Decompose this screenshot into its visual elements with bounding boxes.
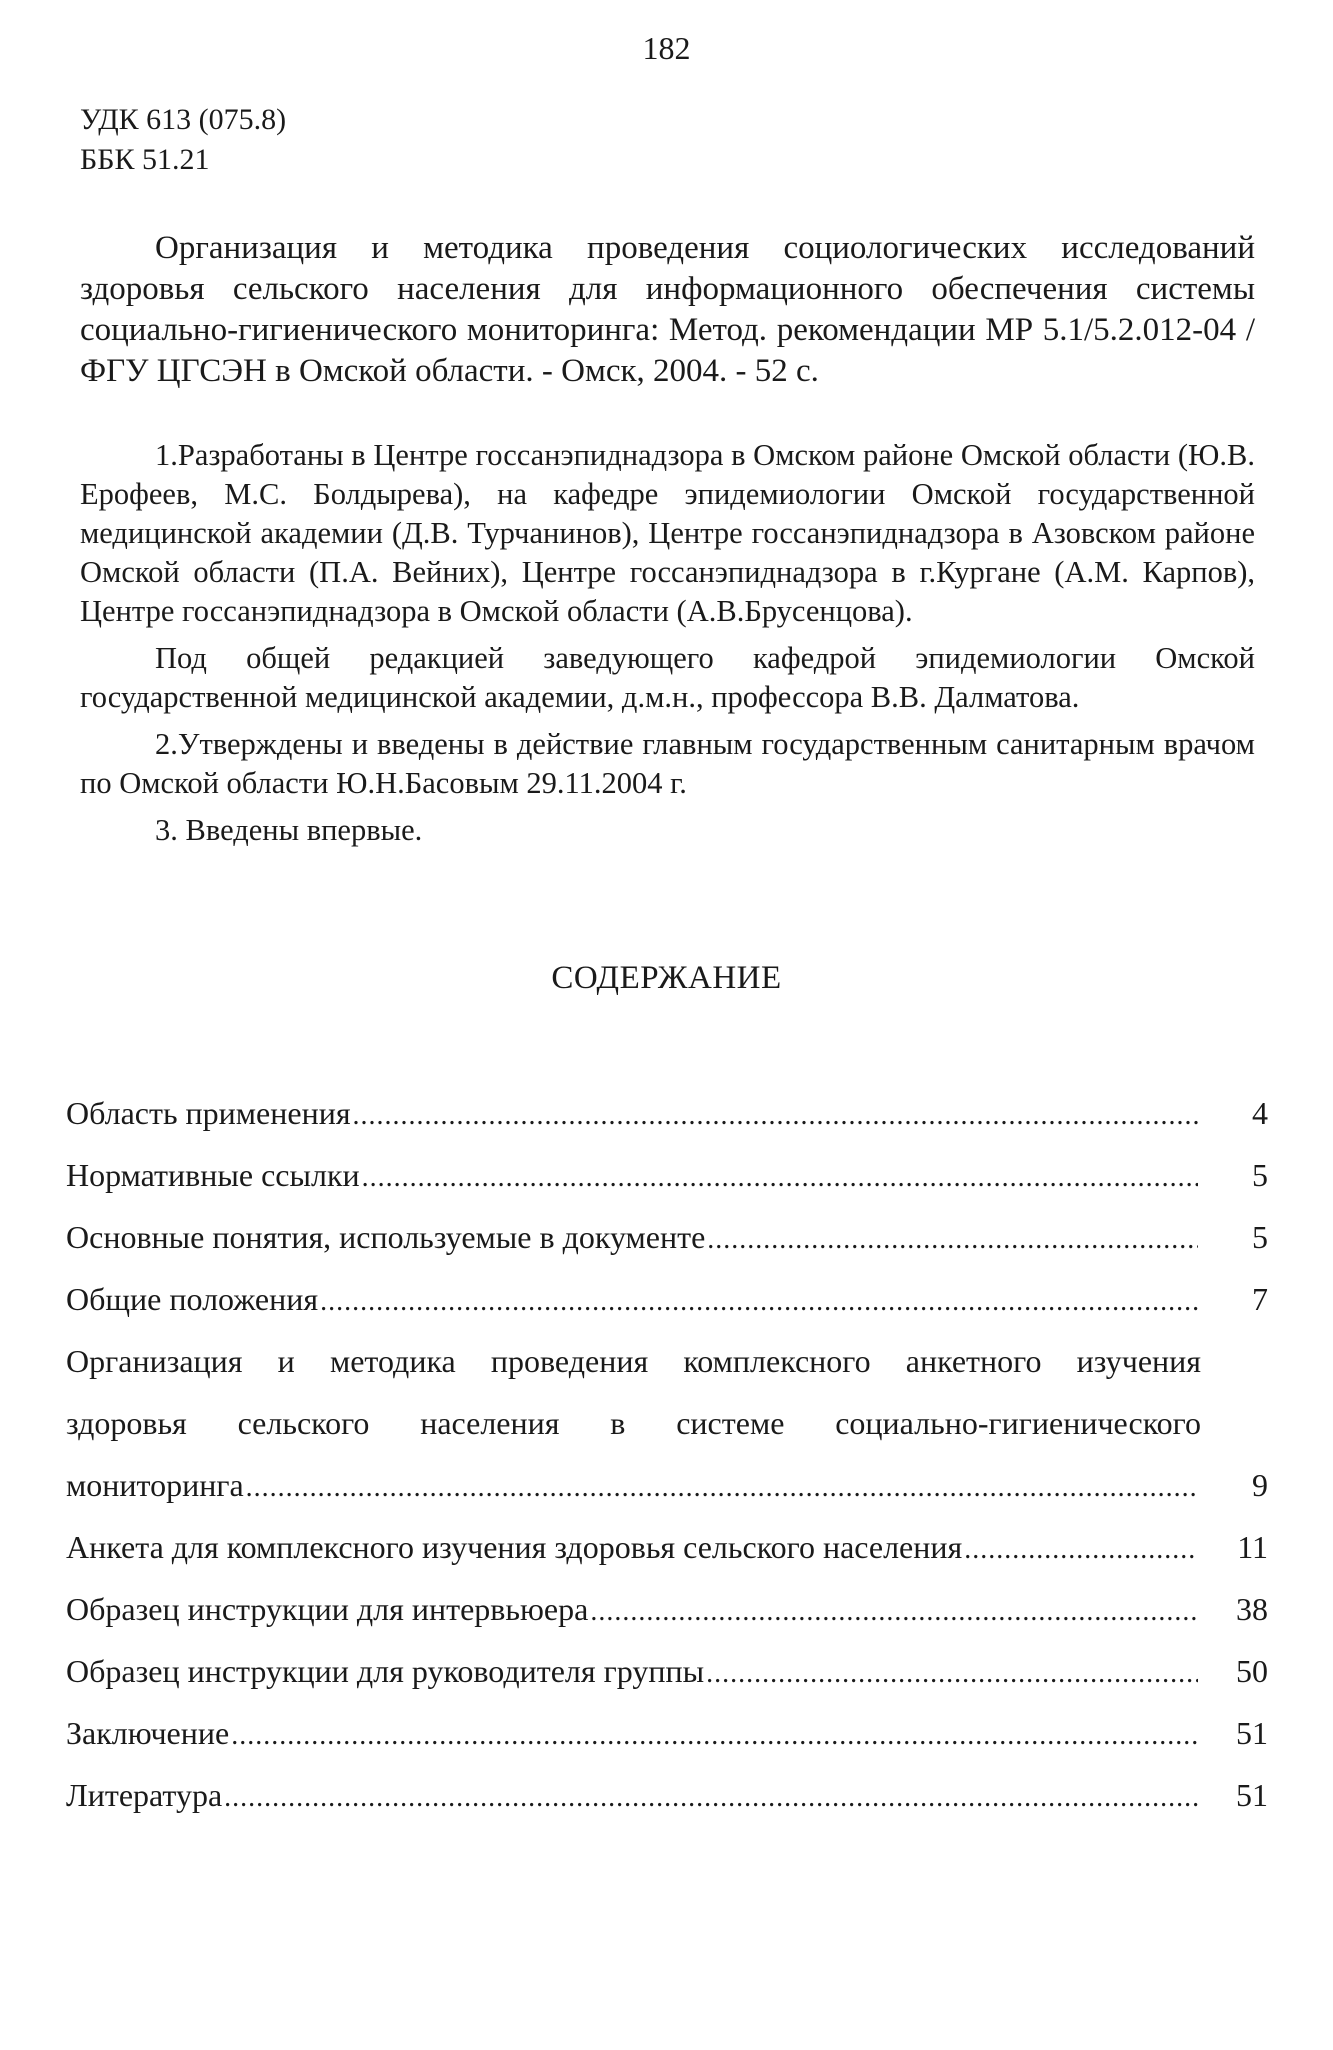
- toc-entry-page: 5: [1252, 1219, 1268, 1255]
- toc-leader-dots: [362, 1147, 1198, 1209]
- toc-entry-page: 51: [1236, 1777, 1268, 1813]
- toc-leader-dots: [246, 1457, 1198, 1519]
- toc-entry[interactable]: [66, 1516, 1268, 1578]
- toc-leader-dots: [224, 1767, 1198, 1829]
- toc-entry-page: 9: [1252, 1467, 1268, 1503]
- toc-entry[interactable]: [66, 1764, 1268, 1826]
- toc-entry-title: Образец инструкции для руководителя группы: [66, 1640, 704, 1702]
- toc-entry-page: 4: [1252, 1095, 1268, 1131]
- toc-entry-title: Нормативные ссылки: [66, 1144, 360, 1206]
- toc-leader-dots: [707, 1209, 1198, 1271]
- page-number: 182: [642, 30, 691, 66]
- toc-entry[interactable]: [66, 1268, 1268, 1330]
- credits-approved: 2.Утверждены и введены в действие главным государственным санитарным врачом по Омской области Ю.Н.Басовым 29.11.2004 г.: [80, 727, 1255, 800]
- toc-entry-title: Общие положения: [66, 1268, 318, 1330]
- toc-leader-dots: [706, 1643, 1198, 1705]
- credits-edited-by: Под общей редакцией заведующего кафедрой эпидемиологии Омской государственной медицинской академии, д.м.н., профессора В.В. Далматова.: [80, 641, 1255, 714]
- toc-entry-title: Анкета для комплексного изучения здоровья сельского населения: [66, 1516, 962, 1578]
- toc-entry-title: Основные понятия, используемые в документе: [66, 1206, 705, 1268]
- toc-entry-title: Область применения: [66, 1082, 351, 1144]
- table-of-contents: [66, 1082, 1268, 1826]
- toc-entry-page: 5: [1252, 1157, 1268, 1193]
- toc-leader-dots: [231, 1705, 1198, 1767]
- udk-code: УДК 613 (075.8): [80, 103, 287, 136]
- toc-entry-title-line: мониторинга: [66, 1454, 244, 1516]
- toc-entry-page: 38: [1236, 1591, 1268, 1627]
- contents-heading: СОДЕРЖАНИЕ: [551, 960, 782, 996]
- credits-first-edition: 3. Введены впервые.: [155, 813, 423, 847]
- bbk-code: ББК 51.21: [80, 143, 210, 176]
- toc-entry-page: 11: [1237, 1529, 1268, 1565]
- toc-entry[interactable]: [66, 1144, 1268, 1206]
- toc-leader-dots: [590, 1581, 1198, 1643]
- toc-entry[interactable]: [66, 1206, 1268, 1268]
- bibliographic-description: [80, 228, 1255, 392]
- credits-developed-by: 1.Разработаны в Центре госсанэпиднадзора в Омском районе Омской области (Ю.В. Ерофеев, М.С. Болдырева), на кафедре эпидемиологии Омской государственной медицинской академии (Д.В. Турчанинов), Центре госсанэпиднадзора в Азовском районе Омской области (П.А. Вейних), Центре госсанэпиднадзора в г.Кургане (А.М. Карпов), Центре госсанэпиднадзора в Омской области (А.В.Брусенцова).: [80, 438, 1255, 628]
- toc-entry-title: Заключение: [66, 1702, 229, 1764]
- bibliographic-text: Организация и методика проведения социологических исследований здоровья сельского населения для информационного обеспечения системы социально-гигиенического мониторинга: Метод. рекомендации МР 5.1/5.2.012-04 /ФГУ ЦГСЭН в Омской области. - Омск, 2004. - 52 с.: [80, 230, 1255, 389]
- toc-entry[interactable]: [66, 1578, 1268, 1640]
- toc-leader-dots: [353, 1085, 1198, 1147]
- toc-leader-dots: [964, 1519, 1198, 1581]
- toc-entry-title-line: здоровья сельского населения в системе социально-гигиенического: [66, 1405, 1201, 1441]
- toc-entry-title-line: Организация и методика проведения комплексного анкетного изучения: [66, 1343, 1201, 1379]
- toc-entry[interactable]: [66, 1640, 1268, 1702]
- toc-entry[interactable]: [66, 1330, 1268, 1516]
- toc-entry[interactable]: [66, 1082, 1268, 1144]
- toc-entry-title: Литература: [66, 1764, 222, 1826]
- toc-entry-page: 51: [1236, 1715, 1268, 1751]
- toc-entry-last-line: [66, 1454, 1268, 1516]
- toc-entry[interactable]: [66, 1702, 1268, 1764]
- toc-entry-page: 7: [1252, 1281, 1268, 1317]
- credits-section: [80, 436, 1255, 858]
- toc-leader-dots: [320, 1271, 1198, 1333]
- classification-codes: [80, 100, 286, 180]
- toc-entry-page: 50: [1236, 1653, 1268, 1689]
- toc-entry-title: Образец инструкции для интервьюера: [66, 1578, 588, 1640]
